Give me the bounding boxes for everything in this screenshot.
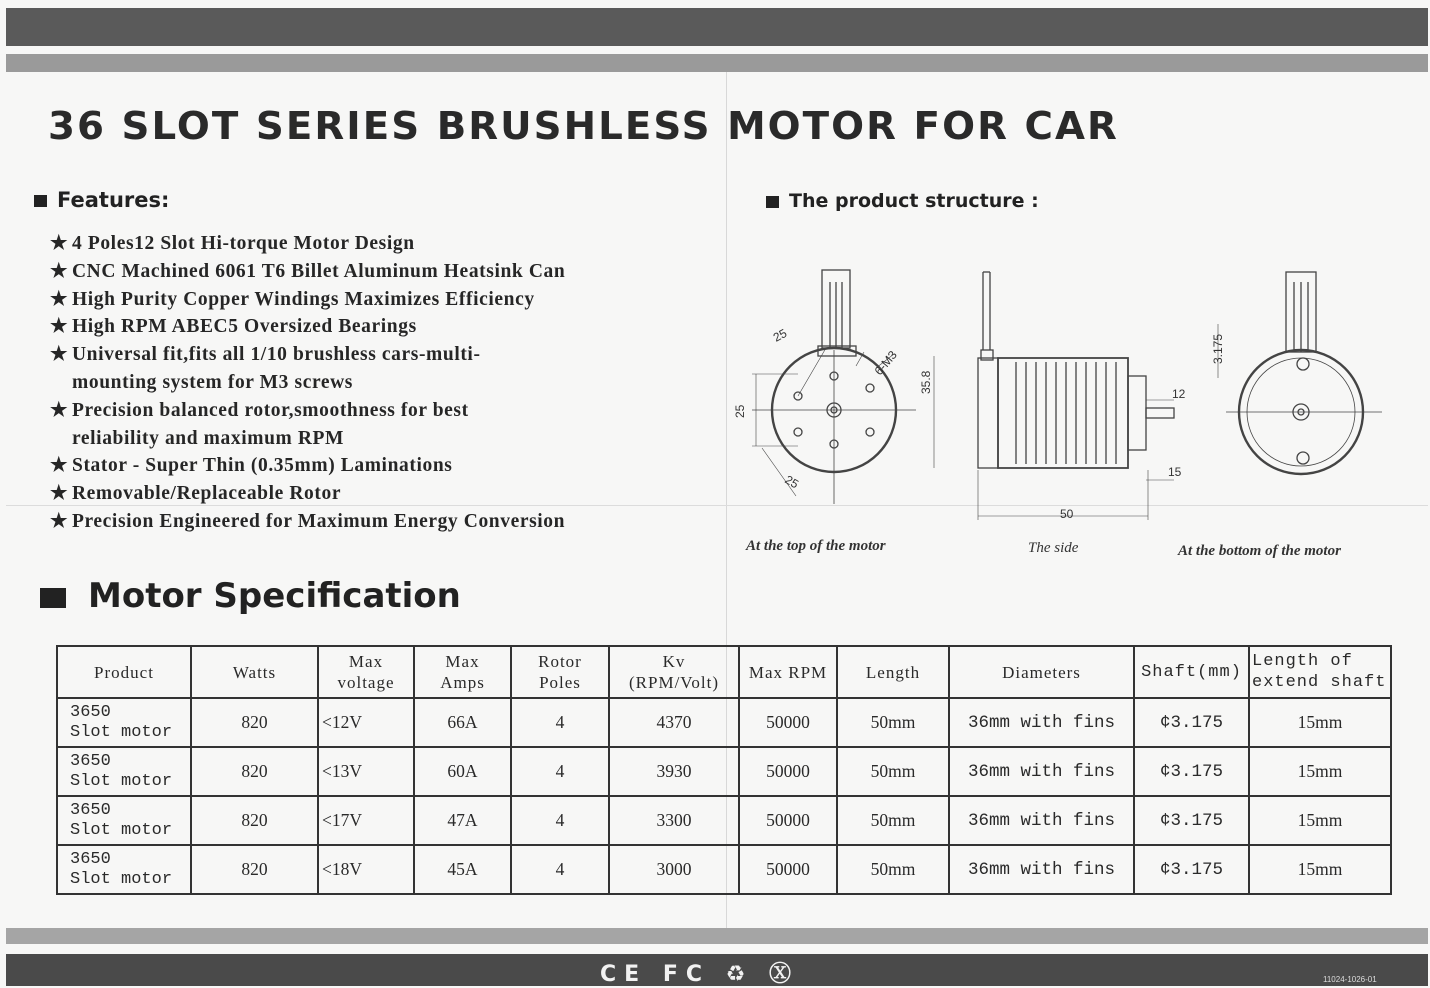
column-header: Diameters [949,646,1134,698]
feature-text: High RPM ABEC5 Oversized Bearings [72,316,417,338]
structure-heading [766,190,1039,212]
table-cell: <13V [318,747,414,796]
column-header: Length of extend shaft [1249,646,1391,698]
column-header: Kv (RPM/Volt) [609,646,739,698]
dim-bottom-shaft: 3.175 [1211,333,1225,364]
page-title: 36 SLOT SERIES BRUSHLESS MOTOR FOR CAR [48,104,1119,148]
column-header: Watts [191,646,318,698]
dim-top-a: 25 [770,326,790,345]
table-cell: 50mm [837,747,949,796]
feature-text: Universal fit,fits all 1/10 brushless cars-multi- mounting system for M3 screws [72,344,481,393]
table-cell: 4 [511,796,609,845]
caption-top: At the top of the motor [746,538,886,554]
dim-side-height: 35.8 [919,370,933,394]
table-cell: 50mm [837,845,949,894]
star-icon: ★ [50,316,69,338]
table-cell: 3930 [609,747,739,796]
dim-top-screw: 6-M3 [871,347,900,378]
table-cell: 47A [414,796,511,845]
document-code: 11024-1026-01 [1323,975,1377,984]
table-row [57,698,1391,747]
column-header: Max Amps [414,646,511,698]
table-cell: <17V [318,796,414,845]
table-cell: 15mm [1249,698,1391,747]
table-cell: <18V [318,845,414,894]
table-cell: 36mm with fins [949,698,1134,747]
table-cell: ¢3.175 [1134,845,1249,894]
square-bullet-icon [766,196,779,208]
table-cell: 36mm with fins [949,796,1134,845]
table-cell: 4 [511,698,609,747]
dim-top-b: 25 [733,404,747,418]
table-cell: 66A [414,698,511,747]
table-cell: <12V [318,698,414,747]
top-band [6,8,1428,46]
table-cell: ¢3.175 [1134,747,1249,796]
dim-top-c: 25 [782,472,802,492]
spec-heading [40,576,461,616]
star-icon: ★ [50,510,69,532]
table-cell: 50000 [739,845,837,894]
table-cell: 45A [414,845,511,894]
feature-text: Precision Engineered for Maximum Energy Conversion [72,510,566,532]
table-cell: 36mm with fins [949,845,1134,894]
bottom-view-drawing [1218,272,1382,474]
table-cell: 50mm [837,796,949,845]
certification-marks: CE FC ♻ Ⓧ [600,962,800,987]
column-header: Length [837,646,949,698]
square-bullet-icon [40,588,66,608]
feature-item [50,480,730,508]
table-cell: 3300 [609,796,739,845]
table-cell: 50000 [739,698,837,747]
feature-text: CNC Machined 6061 T6 Billet Aluminum Heatsink Can [72,260,566,282]
top-band-light [6,54,1428,72]
feature-item [50,397,730,453]
dim-side-length: 50 [1060,507,1074,521]
table-cell: 4370 [609,698,739,747]
feature-text: 4 Poles12 Slot Hi-torque Motor Design [72,233,415,254]
features-heading [34,188,169,212]
table-row [57,845,1391,894]
table-cell: 3650 Slot motor [57,698,191,747]
structure-heading-text: The product structure : [789,190,1039,212]
spec-header-row [57,646,1391,698]
table-row [57,747,1391,796]
feature-text: Removable/Replaceable Rotor [72,483,342,505]
square-bullet-icon [34,195,47,207]
feature-item [50,230,730,258]
motor-structure-drawing [726,258,1426,528]
dim-side-extend: 15 [1168,465,1182,479]
feature-text: High Purity Copper Windings Maximizes Efficiency [72,288,535,310]
table-row [57,796,1391,845]
column-header: Product [57,646,191,698]
table-cell: 3650 Slot motor [57,747,191,796]
table-cell: 4 [511,747,609,796]
feature-item [50,313,730,341]
feature-item [50,286,730,314]
feature-item [50,452,730,480]
table-cell: 50000 [739,747,837,796]
star-icon: ★ [50,288,69,310]
features-heading-text: Features: [57,188,170,212]
table-cell: 4 [511,845,609,894]
star-icon: ★ [50,455,69,477]
table-cell: 820 [191,747,318,796]
column-header: Max RPM [739,646,837,698]
table-cell: 50000 [739,796,837,845]
bottom-band-light [6,928,1428,944]
column-header: Shaft(mm) [1134,646,1249,698]
spec-table [56,645,1392,895]
star-icon: ★ [50,260,69,282]
table-cell: 3000 [609,845,739,894]
column-header: Rotor Poles [511,646,609,698]
table-cell: ¢3.175 [1134,698,1249,747]
side-view-drawing [934,272,1174,520]
column-header: Max voltage [318,646,414,698]
feature-text: Precision balanced rotor,smoothness for best reliability and maximum RPM [72,399,469,449]
feature-item [50,258,730,286]
features-list [50,230,730,536]
top-view-drawing [752,270,916,504]
table-cell: 820 [191,698,318,747]
table-cell: 15mm [1249,796,1391,845]
star-icon: ★ [50,399,69,421]
feature-item [50,341,730,397]
caption-bottom: At the bottom of the motor [1178,543,1341,559]
table-cell: 3650 Slot motor [57,845,191,894]
star-icon: ★ [50,483,69,505]
star-icon: ★ [50,344,69,366]
table-cell: 820 [191,845,318,894]
feature-item [50,508,730,536]
table-cell: ¢3.175 [1134,796,1249,845]
caption-side: The side [1028,540,1079,556]
table-cell: 820 [191,796,318,845]
table-cell: 15mm [1249,845,1391,894]
table-cell: 50mm [837,698,949,747]
dim-side-shaft: 12 [1172,387,1186,401]
spec-body [57,698,1391,894]
spec-heading-text: Motor Specification [88,576,461,616]
table-cell: 15mm [1249,747,1391,796]
table-cell: 3650 Slot motor [57,796,191,845]
star-icon: ★ [50,233,69,254]
feature-text: Stator - Super Thin (0.35mm) Laminations [72,455,453,477]
table-cell: 60A [414,747,511,796]
table-cell: 36mm with fins [949,747,1134,796]
